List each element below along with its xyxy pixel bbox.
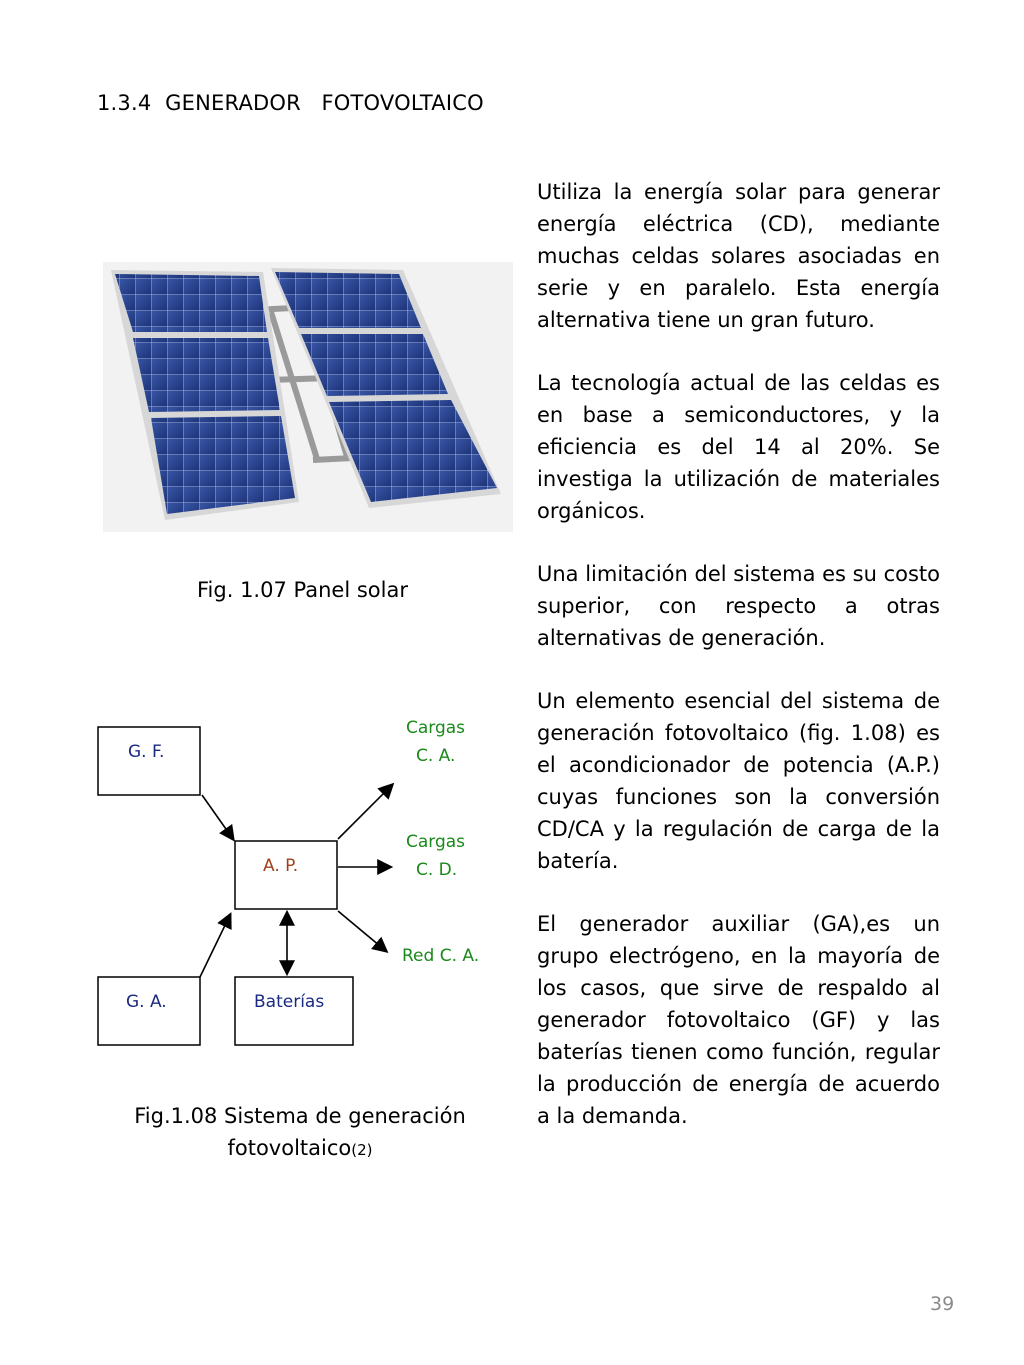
body-text-column	[537, 176, 940, 1163]
arrow-ap-to-cargas-ca	[338, 785, 392, 839]
cargas-ca-label-1: Cargas	[406, 718, 466, 738]
box-baterias-label: Baterías	[254, 992, 325, 1012]
paragraph-technology: La tecnología actual de las celdas es en base a semiconductores, y la eficiencia es del 14 al 20%. Se investiga la utilización de materiales orgánicos.	[537, 371, 940, 523]
caption-system-word: fotovoltaico	[227, 1136, 352, 1160]
arrow-gf-to-ap	[202, 795, 233, 839]
caption-system-line1: Fig.1.08 Sistema de generación	[134, 1104, 466, 1128]
page-number: 39	[930, 1293, 955, 1315]
solar-panel-image	[103, 262, 513, 532]
box-ap	[235, 841, 337, 909]
paragraph-power-conditioner: Un elemento esencial del sistema de generación fotovoltaico (fig. 1.08) es el acondicionador de potencia (A.P.) cuyas funciones son la conversión CD/CA y la regulación de carga de la batería.	[537, 689, 940, 873]
box-gf-label: G. F.	[128, 742, 165, 762]
box-ga-label: G. A.	[126, 992, 167, 1012]
paragraph-limitation: Una limitación del sistema es su costo superior, con respecto a otras alternativas de generación.	[537, 562, 941, 650]
cargas-cd-label-1: Cargas	[406, 832, 466, 852]
figure-caption-panel: Fig. 1.07 Panel solar	[197, 578, 408, 602]
box-gf	[98, 727, 200, 795]
figure-caption-system	[100, 1100, 500, 1166]
caption-system-line2	[100, 1132, 500, 1166]
red-ca-label: Red C. A.	[402, 946, 480, 966]
section-heading: 1.3.4 GENERADOR FOTOVOLTAICO	[97, 91, 484, 115]
arrow-ap-to-red-ca	[338, 911, 386, 951]
cargas-ca-label-2: C. A.	[416, 746, 456, 766]
paragraph-auxiliary-generator: El generador auxiliar (GA),es un grupo electrógeno, en la mayoría de los casos, que sirve de respaldo al generador fotovoltaico (GF) y las baterías tienen como función, regular la producción de energía de acuerdo a la demanda.	[537, 912, 940, 1128]
arrow-ga-to-ap	[200, 915, 230, 977]
cargas-cd-label-2: C. D.	[416, 860, 458, 880]
pv-system-diagram	[90, 705, 510, 1065]
box-baterias	[235, 977, 353, 1045]
box-ap-label: A. P.	[263, 856, 299, 876]
box-ga	[98, 977, 200, 1045]
paragraph-intro: Utiliza la energía solar para generar energía eléctrica (CD), mediante muchas celdas solares asociadas en serie y en paralelo. Esta energía alternativa tiene un gran futuro.	[537, 180, 940, 332]
caption-reference: (2)	[351, 1141, 373, 1159]
